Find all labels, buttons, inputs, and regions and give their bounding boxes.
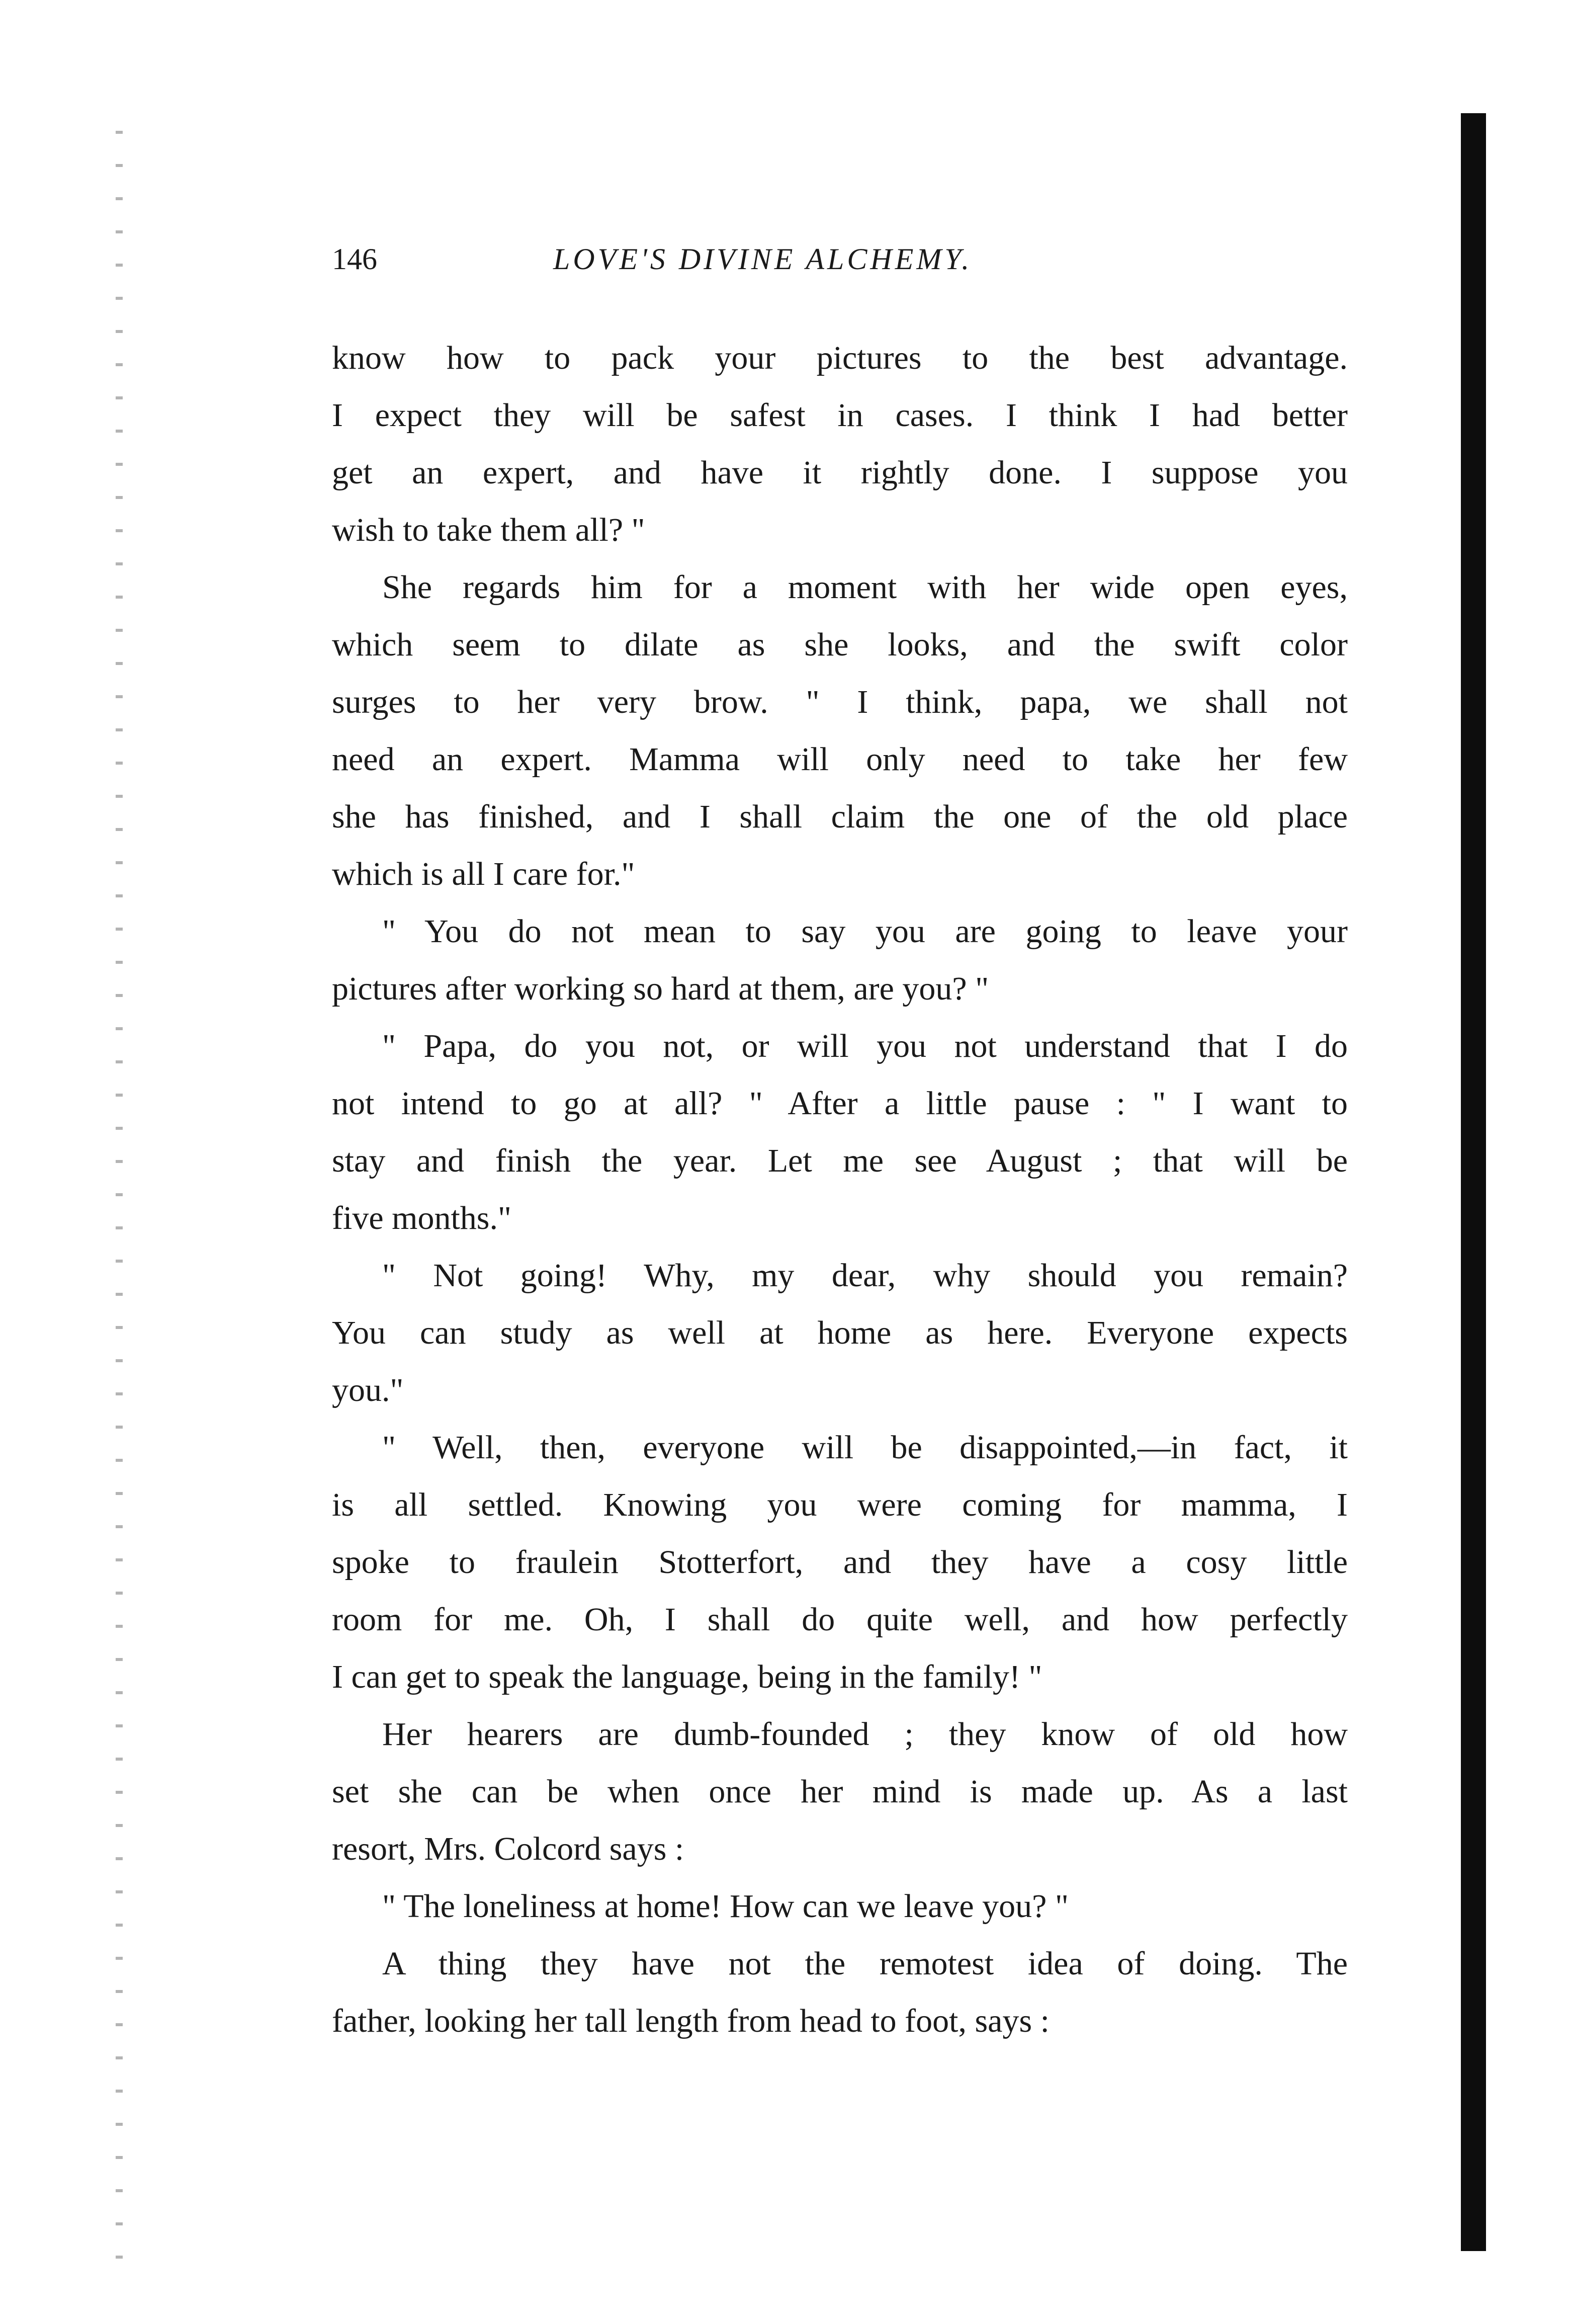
text-line: I can get to speak the language, being in the family! " [332, 1658, 1042, 1695]
text-line: stay and finish the year. Let me see August ; that will be [332, 1142, 1348, 1179]
text-line: need an expert. Mamma will only need to take her few [332, 741, 1348, 778]
text-line: " Not going! Why, my dear, why should you remain? [382, 1257, 1348, 1294]
text-line: you." [332, 1372, 404, 1408]
text-line: which is all I care for." [332, 856, 635, 892]
text-line: is all settled. Knowing you were coming for mamma, I [332, 1486, 1348, 1523]
text-line: room for me. Oh, I shall do quite well, and how perfectly [332, 1601, 1348, 1638]
body-text [332, 329, 1348, 2050]
text-line: " You do not mean to say you are going to leave your [382, 913, 1348, 950]
scan-binding-edge [1461, 113, 1486, 2251]
text-line: A thing they have not the remotest idea of doing. The [382, 1945, 1348, 1982]
text-line: wish to take them all? " [332, 512, 645, 548]
text-line: spoke to fraulein Stotterfort, and they have a cosy little [332, 1544, 1348, 1581]
text-line: resort, Mrs. Colcord says : [332, 1831, 684, 1867]
text-line: father, looking her tall length from head to foot, says : [332, 2003, 1050, 2039]
text-line: not intend to go at all? " After a little pause : " I want to [332, 1085, 1348, 1122]
text-line: five months." [332, 1200, 511, 1236]
text-line: " The loneliness at home! How can we leave you? " [382, 1888, 1069, 1925]
text-line: I expect they will be safest in cases. I think I had better [332, 397, 1348, 434]
page-header [332, 236, 1358, 282]
text-line: Her hearers are dumb-founded ; they know of old how [382, 1716, 1348, 1753]
text-line: which seem to dilate as she looks, and the swift color [332, 626, 1348, 663]
text-line: get an expert, and have it rightly done. I suppose you [332, 454, 1348, 491]
page-number: 146 [332, 242, 377, 276]
text-line: set she can be when once her mind is made up. As a last [332, 1773, 1348, 1810]
text-line: You can study as well at home as here. Everyone expects [332, 1314, 1348, 1351]
text-line: she has finished, and I shall claim the one of the old place [332, 798, 1348, 835]
text-line: pictures after working so hard at them, are you? " [332, 970, 989, 1007]
text-line: " Papa, do you not, or will you not understand that I do [382, 1028, 1348, 1064]
text-line: " Well, then, everyone will be disappointed,—in fact, it [382, 1429, 1348, 1466]
running-title: LOVE'S DIVINE ALCHEMY. [553, 242, 973, 276]
scan-margin-specks [116, 101, 123, 2264]
text-line: She regards him for a moment with her wide open eyes, [382, 569, 1348, 606]
text-line: know how to pack your pictures to the best advantage. [332, 340, 1348, 376]
text-line: surges to her very brow. " I think, papa, we shall not [332, 684, 1348, 720]
